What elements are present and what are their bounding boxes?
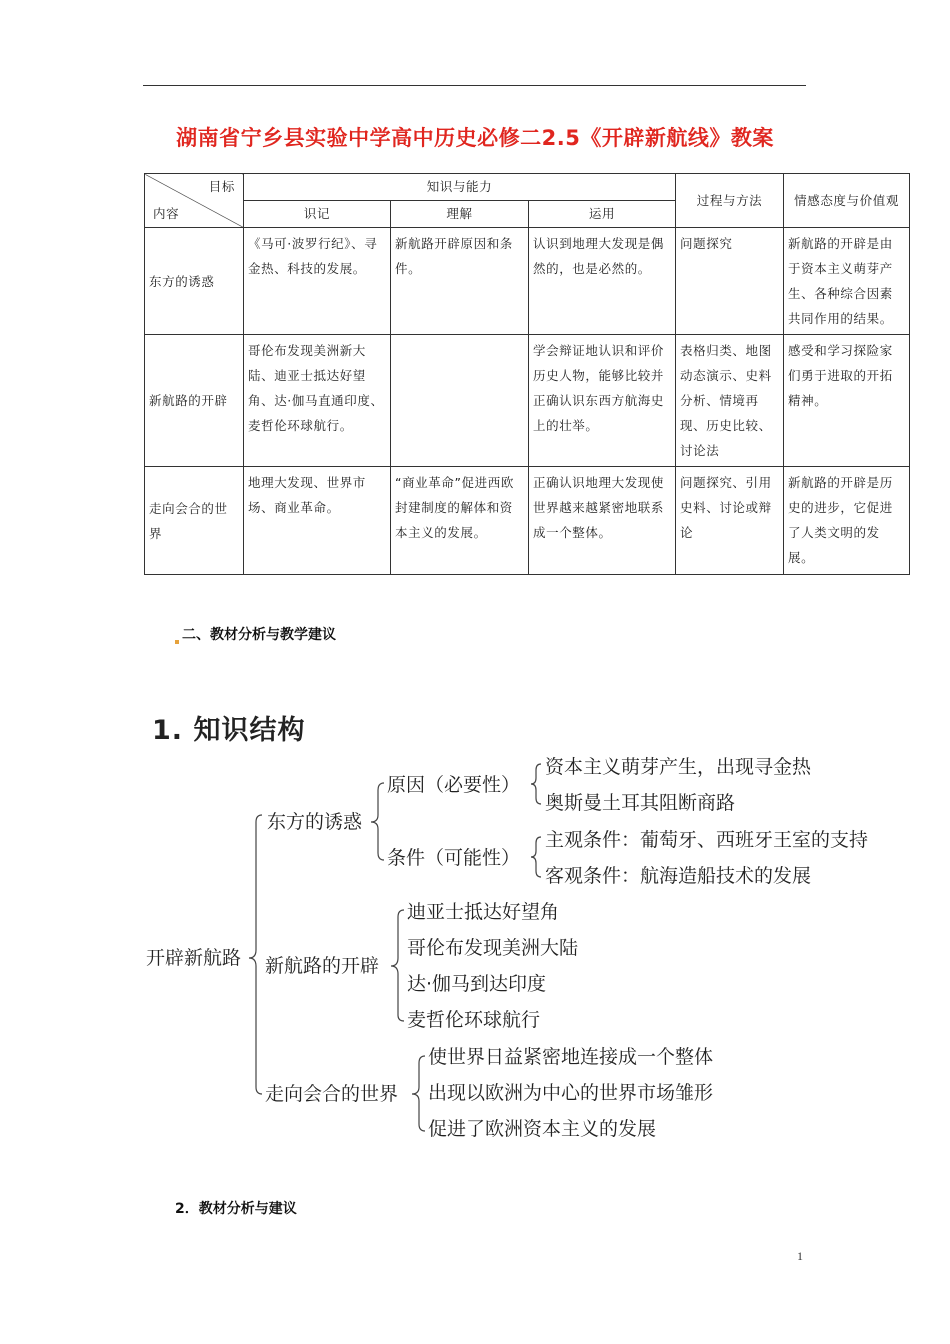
row-recall-cell: 地理大发现、世界市场、商业革命。 [244, 467, 391, 575]
document-title: 湖南省宁乡县实验中学高中历史必修二2.5《开辟新航线》教案 [176, 126, 774, 150]
recall-header: 识记 [244, 201, 391, 228]
row-content-cell: 走向会合的世界 [145, 467, 244, 575]
row-process-cell: 表格归类、地图动态演示、史料分析、情境再现、历史比较、讨论法 [676, 335, 784, 467]
row-emotion-cell: 新航路的开辟是由于资本主义萌芽产生、各种综合因素共同作用的结果。 [784, 228, 910, 335]
tree-leaf: 达·伽马到达印度 [407, 973, 547, 995]
tree-leaf: 哥伦布发现美洲大陆 [407, 937, 579, 959]
row-recall-cell: 《马可·波罗行纪》、寻金热、科技的发展。 [244, 228, 391, 335]
row-apply-cell: 认识到地理大发现是偶然的，也是必然的。 [529, 228, 676, 335]
row-emotion-cell: 新航路的开辟是历史的进步，它促进了人类文明的发展。 [784, 467, 910, 575]
corner-target-label: 目标 [208, 179, 235, 194]
row-emotion-cell: 感受和学习探险家们勇于进取的开拓精神。 [784, 335, 910, 467]
corner-content-label: 内容 [153, 206, 180, 221]
knowledge-ability-header: 知识与能力 [244, 174, 676, 201]
row-understand-cell: “商业革命”促进西欧封建制度的解体和资本主义的发展。 [391, 467, 529, 575]
row-apply-cell: 正确认识地理大发现使世界越来越紧密地联系成一个整体。 [529, 467, 676, 575]
tree-node-cause: 原因（必要性） [387, 774, 521, 796]
tree-leaf: 出现以欧洲为中心的世界市场雏形 [428, 1082, 714, 1104]
row-recall-cell: 哥伦布发现美洲新大陆、迪亚士抵达好望角、达·伽马直通印度、麦哲伦环球航行。 [244, 335, 391, 467]
tree-node-condition: 条件（可能性） [387, 847, 521, 869]
row-process-cell: 问题探究、引用史料、讨论或辩论 [676, 467, 784, 575]
tree-leaf: 客观条件：航海造船技术的发展 [545, 865, 812, 887]
tree-leaf: 资本主义萌芽产生，出现寻金热 [545, 756, 812, 778]
row-process-cell: 问题探究 [676, 228, 784, 335]
tree-root: 开辟新航路 [146, 947, 242, 969]
tree-branch-opening-routes: 新航路的开辟 [265, 955, 380, 977]
understand-header: 理解 [391, 201, 529, 228]
row-understand-cell: 新航路开辟原因和条件。 [391, 228, 529, 335]
subsection-heading: 2．教材分析与建议 [175, 1201, 297, 1217]
tree-leaf: 主观条件：葡萄牙、西班牙王室的支持 [545, 829, 869, 851]
tree-leaf: 迪亚士抵达好望角 [407, 901, 560, 923]
tree-branch-east-temptation: 东方的诱惑 [267, 811, 363, 833]
section-heading-text: 二、教材分析与教学建议 [182, 627, 336, 643]
tree-leaf: 促进了欧洲资本主义的发展 [428, 1118, 657, 1140]
tree-leaf: 使世界日益紧密地连接成一个整体 [428, 1046, 714, 1068]
tree-branch-converging-world: 走向会合的世界 [265, 1083, 399, 1105]
process-method-header: 过程与方法 [676, 174, 784, 228]
page-number: 1 [797, 1249, 803, 1263]
emotion-value-header: 情感态度与价值观 [784, 174, 910, 228]
tree-leaf: 麦哲伦环球航行 [407, 1009, 541, 1031]
row-content-cell: 新航路的开辟 [145, 335, 244, 467]
row-content-cell: 东方的诱惑 [145, 228, 244, 335]
tree-leaf: 奥斯曼土耳其阻断商路 [545, 792, 736, 814]
knowledge-structure-heading: 1. 知识结构 [152, 715, 306, 746]
apply-header: 运用 [529, 201, 676, 228]
row-apply-cell: 学会辩证地认识和评价历史人物，能够比较并正确认识东西方航海史上的壮举。 [529, 335, 676, 467]
